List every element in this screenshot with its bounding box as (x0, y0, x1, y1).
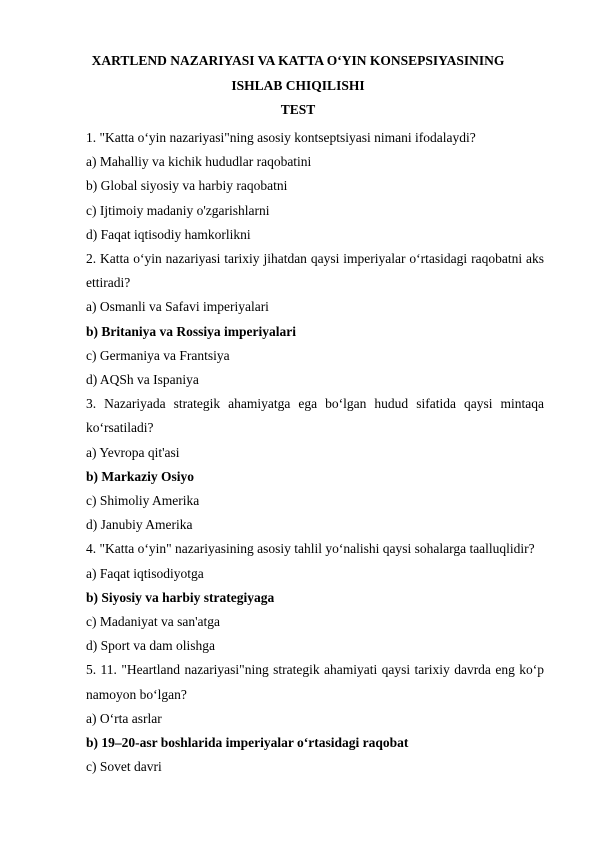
correct-answer-option: b) Britaniya va Rossiya imperiyalari (86, 323, 296, 339)
correct-answer-option: b) Siyosiy va harbiy strategiyaga (86, 589, 275, 605)
answer-option: a) Faqat iqtisodiyotga (86, 565, 204, 581)
answer-option: c) Ijtimoiy madaniy o'zgarishlarni (86, 202, 270, 218)
question-3: 3. Nazariyada strategik ahamiyatga ega bo‘lgan hudud sifatida qaysi mintaqa (86, 396, 544, 412)
answer-option: c) Germaniya va Frantsiya (86, 347, 230, 363)
answer-option: b) Global siyosiy va harbiy raqobatni (86, 178, 288, 194)
correct-answer-option: b) 19–20-asr boshlarida imperiyalar o‘rtasidagi raqobat (86, 735, 409, 751)
answer-option: a) Osmanli va Safavi imperiyalari (86, 299, 269, 315)
answer-option: c) Sovet davri (86, 759, 162, 775)
answer-option: a) Mahalliy va kichik hududlar raqobatini (86, 154, 312, 170)
correct-answer-option: b) Markaziy Osiyo (86, 468, 194, 484)
question-5-continued: namoyon bo‘lgan? (86, 686, 187, 702)
question-list (86, 126, 544, 779)
question-1: 1. "Katta o‘yin nazariyasi"ning asosiy kontseptsiyasi nimani ifodalaydi? (86, 130, 476, 145)
question-3-continued: ko‘rsatiladi? (86, 420, 154, 436)
answer-option: c) Shimoliy Amerika (86, 493, 200, 509)
document-title: XARTLEND NAZARIYASI VA KATTA O‘YIN KONSEPSIYASINING (91, 53, 505, 68)
answer-option: d) Janubiy Amerika (86, 517, 193, 533)
answer-option: a) Yevropa qit'asi (86, 444, 180, 460)
answer-option: d) AQSh va Ispaniya (86, 372, 199, 388)
answer-option: d) Faqat iqtisodiy hamkorlikni (86, 226, 251, 242)
question-2: 2. Katta o‘yin nazariyasi tarixiy jihatdan qaysi imperiyalar o‘rtasidagi raqobatni aks (86, 251, 544, 267)
question-2-continued: ettiradi? (86, 275, 131, 291)
answer-option: a) O‘rta asrlar (86, 710, 162, 726)
answer-option: c) Madaniyat va san'atga (86, 614, 220, 630)
document-subtitle: ISHLAB CHIQILISHI (231, 78, 365, 93)
question-4: 4. "Katta o‘yin" nazariyasining asosiy tahlil yo‘nalishi qaysi sohalarga taalluqlidir? (86, 541, 535, 557)
question-5: 5. 11. "Heartland nazariyasi"ning strategik ahamiyati qaysi tarixiy davrda eng ko‘p (86, 662, 544, 678)
test-heading: TEST (280, 102, 316, 117)
answer-option: d) Sport va dam olishga (86, 638, 215, 654)
